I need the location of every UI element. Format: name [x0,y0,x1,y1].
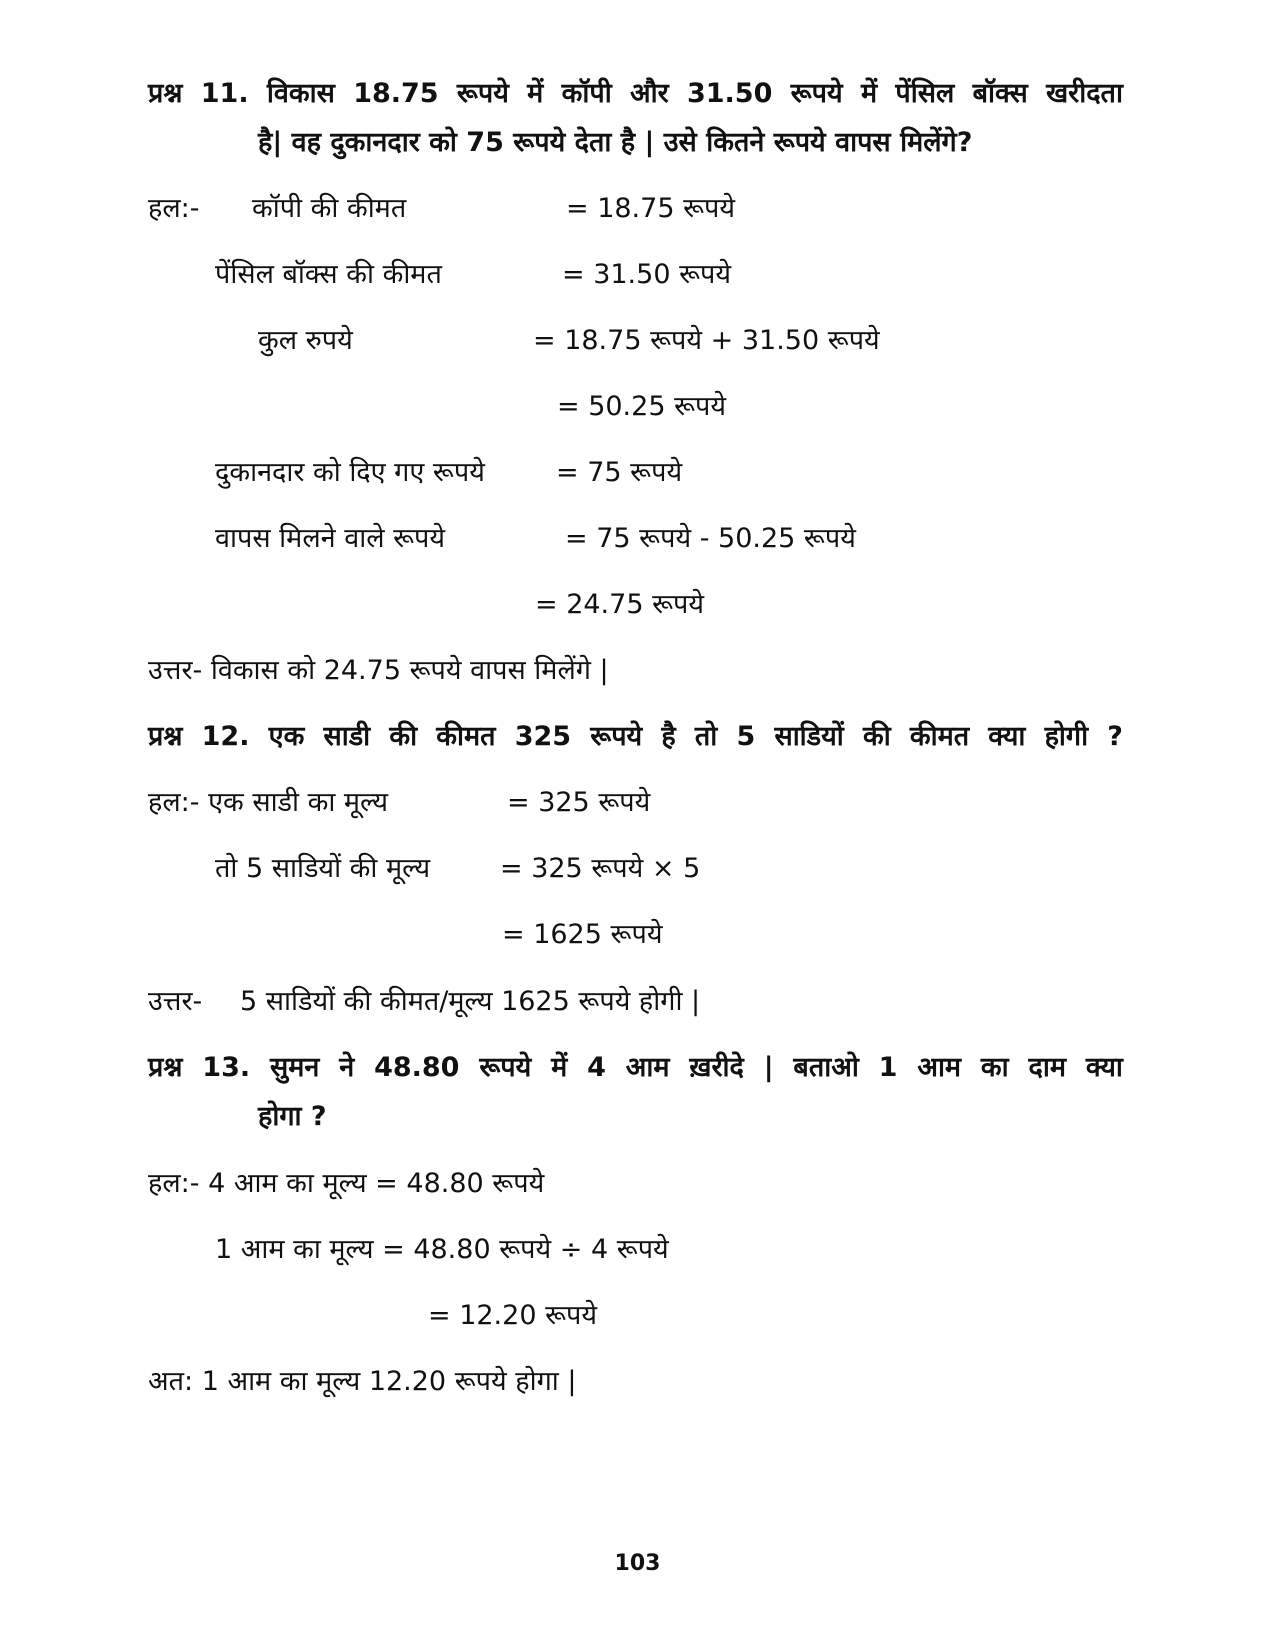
q12-row1-label: हल:- एक साडी का मूल्य [148,787,389,818]
q11-row2-label: पेंसिल बॉक्स की कीमत [215,259,442,290]
question-word: आम [917,1052,962,1083]
q11-row5-label: दुकानदार को दिए गए रूपये [215,457,485,488]
question-word: क्या [1085,1052,1123,1083]
question-word: 4 [587,1052,606,1083]
question-word: विकास [266,78,335,109]
q13-row3: = 12.20 रूपये [428,1300,598,1331]
question-word: बताओ [793,1052,859,1083]
q11-row3-label: कुल रुपये [258,325,353,356]
question-word: है [661,721,676,752]
question-word: कीमत [436,721,496,752]
question-word: 12. [201,721,250,752]
question-word: साडियों [774,721,844,752]
question-word: कीमत [909,721,970,752]
q13-row2: 1 आम का मूल्य = 48.80 रूपये ÷ 4 रूपये [215,1234,669,1265]
question-word: 325 [514,721,572,752]
q11-row1-value: = 18.75 रूपये [566,193,736,224]
question-word: ख़रीदे [689,1052,744,1083]
question-word: रूपये [456,78,509,109]
question-word: साडी [323,721,371,752]
q12-answer: 5 साडियों की कीमत/मूल्य 1625 रूपये होगी | [240,986,701,1017]
q13-line2: होगा ? [258,1101,327,1132]
question-word: आम [625,1052,670,1083]
q12-row2-value: = 325 रूपये × 5 [500,853,701,884]
q12-answer-label: उत्तर- [148,986,203,1017]
question-word: क्या [988,721,1026,752]
q12-row2-label: तो 5 साडियों की मूल्य [215,853,431,884]
question-word: तो [694,721,718,752]
question-word: में [551,1052,568,1083]
q11-row6-label: वापस मिलने वाले रूपये [215,523,446,554]
question-word: बॉक्स [972,78,1028,109]
question-word: में [527,78,544,109]
q13-answer: अत: 1 आम का मूल्य 12.20 रूपये होगा | [148,1366,577,1397]
q11-line1 [148,74,1123,114]
question-word: सुमन [269,1052,320,1083]
question-word: | [763,1052,774,1083]
page-number: 103 [614,1551,661,1576]
question-word: 1 [878,1052,898,1083]
question-word: होगी [1044,721,1089,752]
question-word: ने [339,1052,355,1083]
q11-row3-value: = 18.75 रूपये + 31.50 रूपये [533,325,880,356]
question-word: ? [1107,721,1123,752]
question-word: 5 [736,721,756,752]
q11-row2-value: = 31.50 रूपये [562,259,732,290]
question-word: दाम [1028,1052,1066,1083]
question-word: 18.75 [353,78,439,109]
q11-solution-label: हल:- [148,193,200,224]
question-word: की [389,721,418,752]
q11-row1-label: कॉपी की कीमत [252,193,407,224]
q11-line2: है| वह दुकानदार को 75 रूपये देता है | उसे कितने रूपये वापस मिलेंगे? [258,127,973,158]
q12-row1-value: = 325 रूपये [507,787,651,818]
question-word: रूपये [479,1052,532,1083]
question-word: एक [268,721,305,752]
question-word: का [980,1052,1009,1083]
q11-row5-value: = 75 रूपये [556,457,683,488]
q12-line1 [148,717,1123,757]
question-word: और [629,78,669,109]
question-word: कॉपी [561,78,612,109]
question-word: रूपये [790,78,843,109]
question-word: की [862,721,891,752]
question-word: 48.80 [374,1052,460,1083]
q11-row6-value: = 75 रूपये - 50.25 रूपये [565,523,856,554]
q13-row1: हल:- 4 आम का मूल्य = 48.80 रूपये [148,1168,545,1199]
q12-row3-value: = 1625 रूपये [502,919,663,950]
question-word: प्रश्न [148,721,183,752]
question-word: खरीदता [1046,78,1123,109]
q11-row4-value: = 50.25 रूपये [557,391,727,422]
question-word: रूपये [590,721,643,752]
q13-line1 [148,1048,1123,1088]
question-word: 13. [202,1052,251,1083]
question-word: 11. [200,78,249,109]
q11-row7-value: = 24.75 रूपये [535,589,705,620]
q11-answer: उत्तर- विकास को 24.75 रूपये वापस मिलेंगे | [148,655,609,686]
question-word: 31.50 [686,78,773,109]
question-word: प्रश्न [148,1052,183,1083]
question-word: प्रश्न [148,78,183,109]
question-word: में [860,78,878,109]
question-word: पेंसिल [895,78,955,109]
